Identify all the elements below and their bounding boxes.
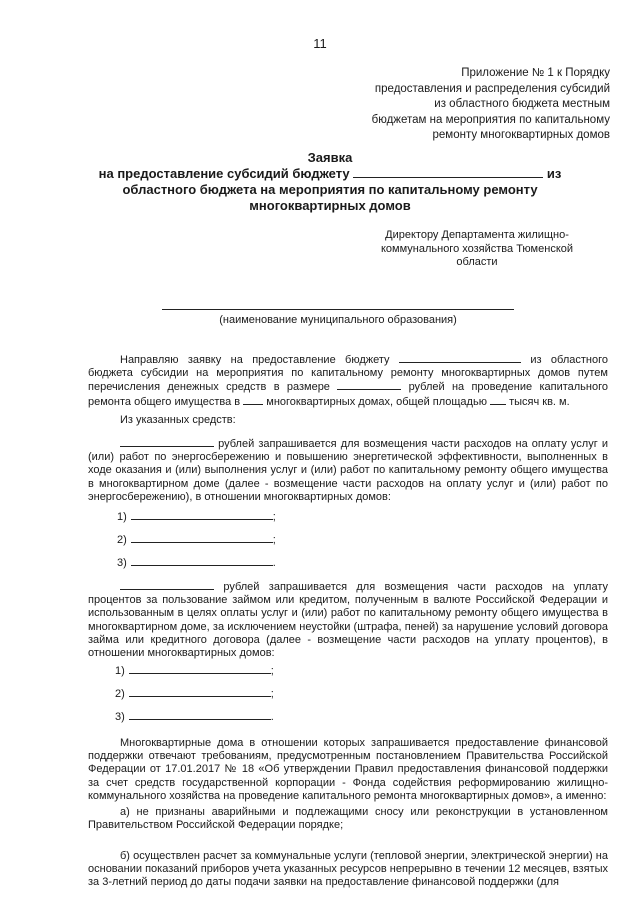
section-text: рублей запрашивается для возмещения части расходов на уплату процентов за пользование займом или кредитом, полученным в валюте Российской Федерации и использованным в целях оплаты услуг и (или) работ по капитальному ремонту общего имущества в многоквартирном доме, за исключением неустойки (штрафа, пеней) за нарушение условий договора займа или кредитного договора (далее - возмещение части расходов на уплату процентов), в отношении многоквартирных домов: [88,581,608,660]
document-title [60,150,600,214]
requirement-b [88,850,608,890]
energy-amount-blank [120,437,214,447]
page-number: 11 [313,36,327,51]
request-paragraph [88,353,608,409]
title-prefix: на предоставление субсидий бюджету [98,166,350,181]
requirement-a [88,806,608,832]
from-funds: Из указанных средств: [120,414,236,426]
addressee [372,229,582,270]
section-interest [88,580,608,660]
request-text: рублей на проведение капитального ремонта общего имущества в [88,381,608,408]
house-item: 2) ; [117,534,276,546]
appendix-line: бюджетам на мероприятия по капитальному [371,113,610,126]
house-item: 1) ; [117,511,276,523]
title-line: многоквартирных домов [249,198,411,213]
request-text: тысяч кв. м. [509,395,570,408]
addressee-line: коммунального хозяйства Тюменской [380,242,574,255]
municipality-name-line [162,309,514,310]
section-text: Многоквартирные дома в отношении которых запрашивается предоставление финансовой поддержки отвечают требованиям, предусмотренным постановлением Правительства Российской Федерации от 17.01.2017 № 18 «Об утверждении Правил предоставления финансовой поддержки за счет средств государственной корпорации - Фонда содействия реформированию жилищно-коммунального хозяйства на проведение капитального ремонта многоквартирных домов», а именно: [88,737,608,802]
addressee-line: области [456,256,498,268]
section-text: б) осуществлен расчет за коммунальные услуги (тепловой энергии, электрической энергии) на основании показаний приборов учета указанных ресурсов непрерывно в течении 12 месяцев, взятых за 3-летний период до даты подачи заявки на предоставление финансовой поддержки (для [88,850,608,889]
amount-blank [337,380,401,390]
municipality-caption: (наименование муниципального образования) [219,314,457,326]
appendix-note [370,66,610,144]
request-text: из областного бюджета [88,354,608,380]
budget-blank [399,353,521,363]
house-item: 3) . [115,711,274,723]
title-line: Заявка [307,150,353,165]
area-blank [490,395,506,405]
section-text: а) не признаны аварийными и подлежащими сносу или реконструкции в установленном Правительством Российской Федерации порядке; [88,806,608,832]
request-text: субсидии на мероприятия по капитальному ремонту многоквартирных домов путем перечисления денежных средств в размере [88,367,608,394]
budget-name-blank [353,166,543,178]
addressee-line: Директору Департамента жилищно- [385,229,569,241]
section-energy-saving [88,437,608,504]
title-line: областного бюджета на мероприятия по капитальному ремонту [122,182,538,197]
title-suffix: из [546,166,562,181]
house-item: 1) ; [115,665,274,677]
houses-count-blank [243,395,263,405]
section-text: рублей запрашивается для возмещения части расходов на оплату услуг и (или) работ по энергосбережению и повышению энергетической эффективности, выполненных в ходе оказания и (или) выполнения услуг и (или) работ по капитальному ремонту общего имущества в многоквартирном доме (далее - возмещение части расходов на оплату услуг и (или) работ по энергосбережению), в отношении многоквартирных домов: [88,438,608,503]
appendix-line: предоставления и распределения субсидий [374,82,610,95]
interest-amount-blank [120,580,214,590]
appendix-line: из областного бюджета местным [434,98,610,110]
requirements-paragraph [88,737,608,803]
appendix-line: Приложение № 1 к Порядку [461,67,610,79]
house-item: 2) ; [115,688,274,700]
title-line [60,166,600,182]
house-item: 3) . [117,557,276,569]
request-text: Направляю заявку на предоставление бюджету [120,354,390,366]
appendix-line: ремонту многоквартирных домов [432,129,610,141]
request-text: многоквартирных домах, общей площадью [266,395,487,408]
